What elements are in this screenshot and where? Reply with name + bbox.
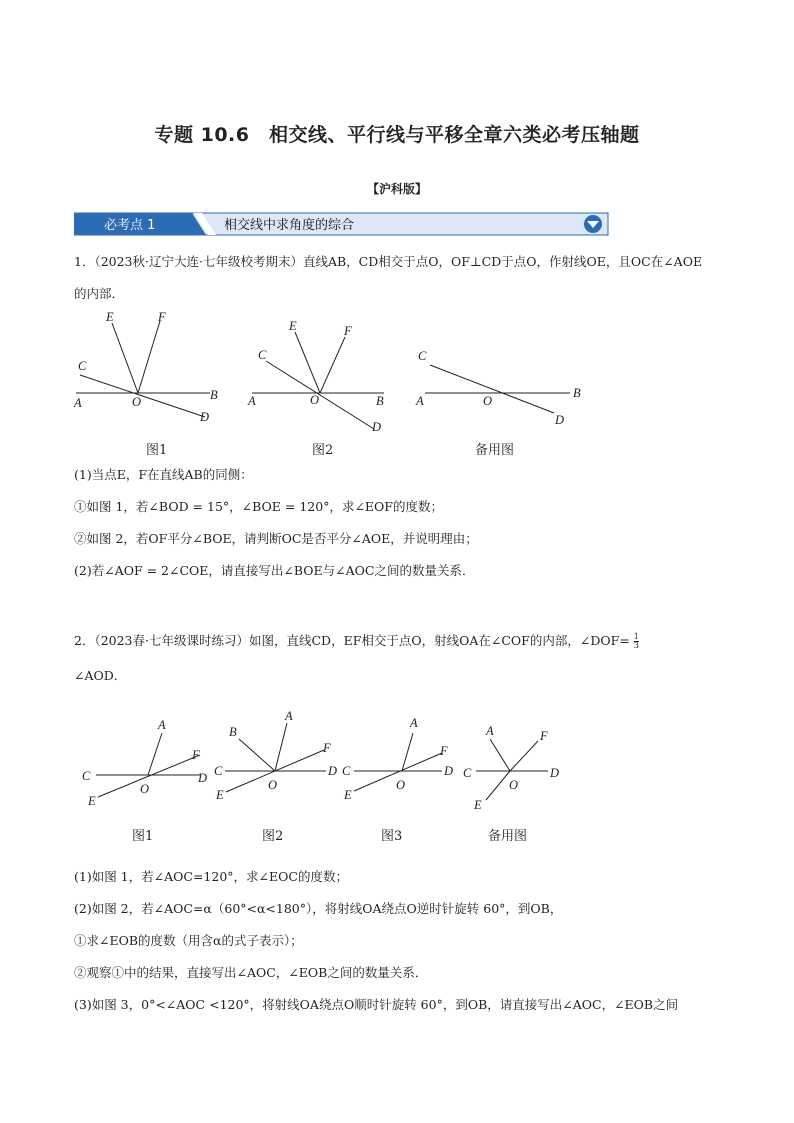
q2-figure-3 [342, 716, 453, 802]
svg-text:E: E [216, 788, 224, 802]
q2-figures [70, 705, 590, 815]
q1-caption-1: 图1 [146, 443, 168, 458]
svg-text:A: A [410, 716, 418, 730]
q2-line2: ∠AOD． [74, 668, 127, 683]
svg-text:E: E [474, 798, 482, 812]
q2-sub2b: ②观察①中的结果，直接写出∠AOC，∠EOB之间的数量关系． [74, 965, 428, 980]
svg-text:D: D [200, 410, 210, 424]
svg-text:F: F [158, 310, 166, 324]
svg-text:C: C [342, 764, 351, 778]
svg-text:A: A [74, 396, 82, 410]
q1-sub2: (2)若∠AOF = 2∠COE，请直接写出∠BOE与∠AOC之间的数量关系． [74, 563, 475, 578]
q2-sub3: (3)如图 3，0°<∠AOC <120°，将射线OA绕点O顺时针旋转 60°，到OB，请直接写出∠AOC，∠EOB之间 [74, 997, 679, 1012]
svg-text:A: A [158, 718, 166, 732]
svg-text:A: A [248, 394, 256, 408]
q1-sub1: (1)当点E，F在直线AB的同侧： [74, 467, 253, 482]
q2-sub2: (2)如图 2，若∠AOC=α（60°<α<180°），将射线OA绕点O逆时针旋转 60°，到OB， [74, 901, 563, 916]
q2-sub1: (1)如图 1，若∠AOC=120°，求∠EOC的度数； [74, 869, 348, 884]
svg-text:O: O [268, 778, 278, 792]
svg-text:C: C [214, 764, 223, 778]
section-banner [74, 211, 614, 239]
q1-figures [70, 305, 610, 435]
svg-text:D: D [328, 764, 338, 778]
svg-text:F: F [440, 744, 448, 758]
svg-text:O: O [140, 782, 150, 796]
q2-line1 [74, 632, 639, 650]
svg-text:C: C [258, 348, 267, 362]
q1-sub1b: ②如图 2，若OF平分∠BOE，请判断OC是否平分∠AOE，并说明理由； [74, 531, 478, 546]
q2-figure-2 [214, 709, 337, 802]
q2-caption-4: 备用图 [488, 829, 528, 844]
edition-label: 【沪科版】 [366, 182, 427, 196]
svg-text:E: E [88, 794, 96, 808]
q1-figure-2 [247, 319, 384, 434]
q1-figure-backup [415, 349, 581, 427]
svg-text:O: O [396, 778, 406, 792]
svg-text:E: E [289, 319, 297, 333]
svg-text:D: D [198, 771, 208, 785]
svg-text:C: C [418, 349, 427, 363]
q1-line1: 1．（2023秋·辽宁大连·七年级校考期末）直线AB，CD相交于点O，OF⊥CD于点O，作射线OE，且OC在∠AOE [74, 254, 703, 269]
q2-frac-num: 1 [633, 632, 639, 641]
svg-text:B: B [210, 388, 218, 402]
svg-text:F: F [344, 324, 352, 338]
svg-text:D: D [550, 766, 560, 780]
svg-text:E: E [106, 310, 114, 324]
svg-text:A: A [285, 709, 293, 723]
svg-text:A: A [416, 394, 424, 408]
q2-fraction [634, 633, 639, 650]
q2-sub2a: ①求∠EOB的度数（用含α的式子表示）； [74, 933, 303, 948]
svg-text:O: O [310, 393, 320, 407]
q2-figure-1 [82, 718, 207, 808]
svg-text:F: F [540, 729, 548, 743]
svg-text:C: C [82, 769, 91, 783]
svg-text:D: D [372, 420, 382, 434]
q2-caption-3: 图3 [381, 829, 403, 844]
q2-frac-den: 3 [633, 641, 639, 650]
svg-text:C: C [463, 766, 472, 780]
q1-line2: 的内部． [74, 286, 125, 301]
svg-text:O: O [509, 778, 519, 792]
svg-text:A: A [486, 724, 494, 738]
q1-caption-3: 备用图 [475, 443, 515, 458]
q1-caption-2: 图2 [312, 443, 334, 458]
q2-figure-backup [463, 724, 559, 812]
q2-line1-text: 2．（2023春·七年级课时练习）如图，直线CD，EF相交于点O，射线OA在∠COF的内部，∠DOF= [74, 633, 630, 648]
q1-sub1a: ①如图 1，若∠BOD = 15°，∠BOE = 120°，求∠EOF的度数； [74, 499, 443, 514]
svg-text:F: F [192, 748, 200, 762]
svg-text:C: C [78, 359, 87, 373]
q1-figure-1 [73, 310, 218, 424]
q2-caption-1: 图1 [132, 829, 154, 844]
svg-text:F: F [323, 741, 331, 755]
svg-text:O: O [132, 395, 142, 409]
svg-text:D: D [444, 764, 454, 778]
section-topic: 相交线中求角度的综合 [224, 218, 355, 233]
section-tag: 必考点 1 [104, 218, 156, 233]
q2-caption-2: 图2 [262, 829, 284, 844]
svg-text:D: D [555, 413, 565, 427]
svg-text:O: O [483, 394, 493, 408]
svg-text:B: B [229, 725, 237, 739]
svg-text:B: B [573, 386, 581, 400]
svg-text:E: E [344, 788, 352, 802]
svg-text:B: B [376, 394, 384, 408]
page-title: 专题 10.6 相交线、平行线与平移全章六类必考压轴题 [154, 124, 640, 146]
